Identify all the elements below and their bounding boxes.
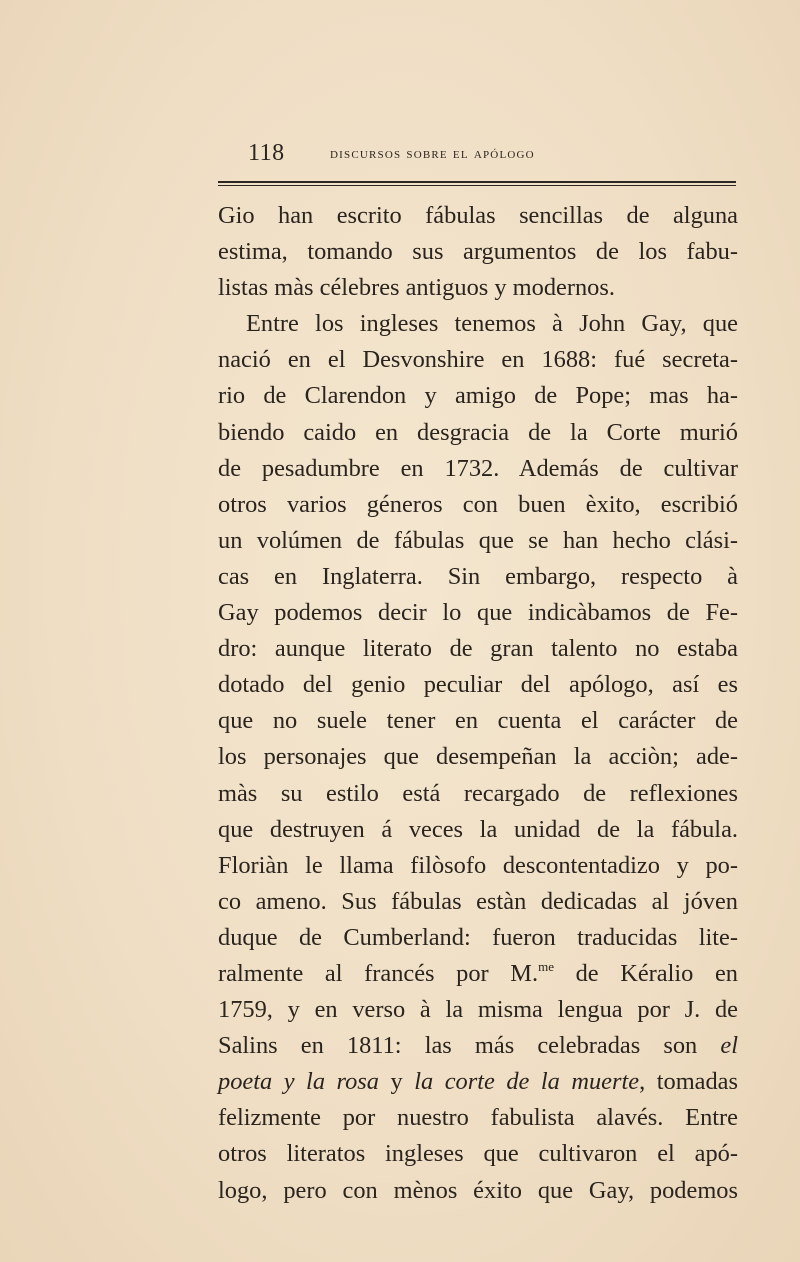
running-title: discursos sobre el apólogo — [330, 145, 535, 162]
text-line — [218, 1064, 738, 1100]
text-line: los personajes que desempeñan la acciòn; ade- — [218, 743, 738, 771]
text-fragment: , tomadas — [639, 1068, 739, 1096]
header-rule — [218, 181, 736, 183]
text-line: que destruyen á veces la unidad de la fábula. — [218, 815, 738, 843]
text-line: de pesadumbre en 1732. Además de cultivar — [218, 454, 738, 482]
text-line — [218, 956, 738, 992]
text-fragment: de Kéralio en — [553, 959, 738, 987]
text-line: 1759, y en verso à la misma lengua por J. de — [218, 996, 738, 1024]
text-line: nació en el Desvonshire en 1688: fué secreta- — [218, 346, 738, 374]
text-line: felizmente por nuestro fabulista alavés. Entre — [218, 1104, 738, 1132]
text-fragment: Salins en 1811: las más celebradas son — [218, 1032, 721, 1060]
italic-fragment: el — [720, 1032, 738, 1060]
text-line: cas en Inglaterra. Sin embargo, respecto à — [218, 562, 738, 590]
text-line — [218, 1028, 738, 1064]
text-fragment: y — [379, 1068, 415, 1096]
text-line: duque de Cumberland: fueron traducidas lite- — [218, 923, 738, 951]
italic-fragment: poeta y la rosa — [218, 1068, 379, 1096]
superscript: me — [538, 958, 554, 974]
text-line: Gio han escrito fábulas sencillas de alguna — [218, 202, 738, 229]
text-line: màs su estilo está recargado de reflexiones — [218, 779, 738, 807]
text-line: rio de Clarendon y amigo de Pope; mas ha- — [218, 382, 738, 410]
text-line: logo, pero con mènos éxito que Gay, podemos — [218, 1176, 738, 1204]
text-line: otros literatos ingleses que cultivaron el apó- — [218, 1140, 738, 1168]
text-line: Entre los ingleses tenemos à John Gay, que — [246, 310, 738, 338]
text-line: dro: aunque literato de gran talento no estaba — [218, 635, 738, 663]
italic-fragment: la corte de la muerte — [414, 1068, 640, 1096]
page-number: 118 — [248, 140, 285, 166]
text-line: listas màs célebres antiguos y modernos. — [218, 274, 615, 302]
text-fragment: ralmente al francés por M. — [218, 959, 539, 987]
text-line: estima, tomando sus argumentos de los fabu- — [218, 238, 738, 266]
text-line: otros varios géneros con buen èxito, escribió — [218, 490, 738, 518]
text-line: un volúmen de fábulas que se han hecho clási- — [218, 526, 738, 554]
page-header — [248, 140, 738, 170]
text-line: Floriàn le llama filòsofo descontentadizo y po- — [218, 851, 738, 879]
body-text — [218, 198, 738, 1209]
text-line: Gay podemos decir lo que indicàbamos de Fe- — [218, 599, 738, 627]
text-line: biendo caido en desgracia de la Corte murió — [218, 418, 738, 446]
text-line: co ameno. Sus fábulas estàn dedicadas al jóven — [218, 887, 738, 915]
text-line: dotado del genio peculiar del apólogo, así es — [218, 671, 738, 699]
text-line: que no suele tener en cuenta el carácter de — [218, 707, 738, 735]
